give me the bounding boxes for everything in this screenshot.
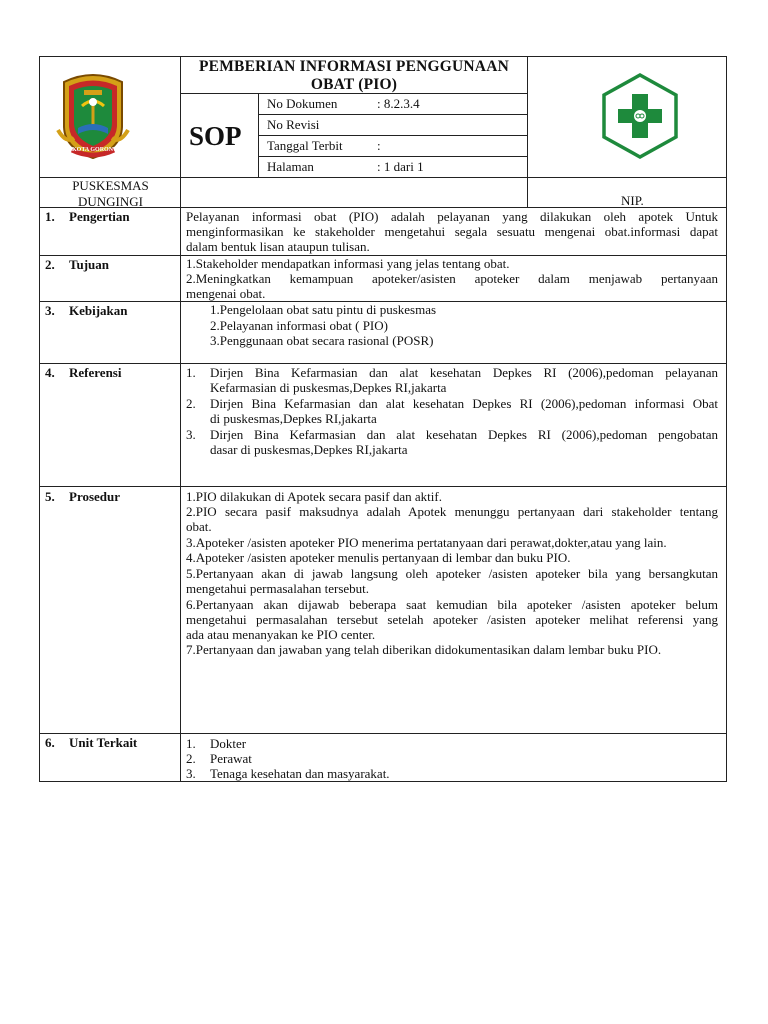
section-number: 2. — [45, 257, 55, 272]
section-number: 1. — [45, 209, 55, 224]
doc-row-label: No Revisi — [267, 117, 320, 132]
section-label: Kebijakan — [69, 303, 128, 318]
nip-label: NIP. — [621, 193, 644, 208]
section-label: Referensi — [69, 365, 122, 380]
section-line: 1.Pengelolaan obat satu pintu di puskesmas — [210, 302, 437, 317]
section-number: 4. — [45, 365, 55, 380]
section-label: Prosedur — [69, 489, 121, 504]
section-line: 5.Pertanyaan akan di jawab langsung oleh apoteker /asisten apoteker bila yang bersangkutan — [186, 566, 718, 581]
section-label: Pengertian — [69, 209, 130, 224]
section-number: 5. — [45, 489, 55, 504]
list-item-line: Tenaga kesehatan dan masyarakat. — [210, 766, 390, 781]
doc-row-value: : 8.2.3.4 — [377, 96, 420, 111]
doc-row-label: Halaman — [267, 159, 314, 174]
title-line-2: OBAT (PIO) — [310, 76, 398, 93]
section-line: 1.PIO dilakukan di Apotek secara pasif dan aktif. — [186, 489, 442, 504]
section-line: 2.Meningkatkan kemampuan apoteker/asisten apoteker dalam menjawab pertanyaan — [186, 271, 718, 286]
list-item-line: Dirjen Bina Kefarmasian dan alat kesehatan Depkes RI (2006),pedoman pengobatan — [210, 427, 718, 442]
section-line: Pelayanan informasi obat (PIO) adalah pelayanan yang dilakukan oleh apotek Untuk — [186, 209, 718, 224]
section-label: Tujuan — [69, 257, 109, 272]
section-line: mengetahui permasalahan tersebut. — [186, 581, 370, 596]
list-item-line: Dokter — [210, 736, 247, 751]
list-item-line: dasar di puskesmas,Depkes RI,jakarta — [210, 442, 408, 457]
list-item-line: Dirjen Bina Kefarmasian dan alat kesehatan Depkes RI (2006),pedoman pelayanan — [210, 365, 718, 380]
section-line: 2.PIO secara pasif maksudnya adalah Apotek menunggu pertanyaan dari stakeholder tentang — [186, 504, 718, 519]
doc-row-label: No Dokumen — [267, 96, 338, 111]
section-line: mengetahui permasalahan tersebut setelah apoteker /asisten apoteker melihat referensi yang — [186, 612, 718, 627]
org-line-2: DUNGINGI — [78, 193, 143, 209]
list-item-line: Dirjen Bina Kefarmasian dan alat kesehatan Depkes RI (2006),pedoman informasi Obat — [210, 396, 718, 411]
list-item-line: di puskesmas,Depkes RI,jakarta — [210, 411, 377, 426]
section-line: 3.Penggunaan obat secara rasional (POSR) — [210, 333, 434, 348]
doc-row-value: : — [377, 138, 381, 153]
section-line: mengenai obat. — [186, 286, 266, 301]
section-line: ada atau menanyakan ke PIO center. — [186, 627, 376, 642]
section-line: menginformasikan ke stakeholder mengetahui segala sesuatu mengenai obat.informasi dapat — [186, 224, 718, 239]
list-item-number: 2. — [186, 396, 196, 411]
section-line: 1.Stakeholder mendapatkan informasi yang jelas tentang obat. — [186, 256, 510, 271]
section-line: 6.Pertanyaan akan dijawab beberapa saat kemudian bila apoteker /asisten apoteker belum — [186, 597, 718, 612]
section-line: 2.Pelayanan informasi obat ( PIO) — [210, 318, 388, 333]
section-line: 7.Pertanyaan dan jawaban yang telah diberikan didokumentasikan dalam lembar buku PIO. — [186, 642, 662, 657]
doc-row-value: : 1 dari 1 — [377, 159, 424, 174]
title-line-1: PEMBERIAN INFORMASI PENGGUNAAN — [199, 58, 509, 75]
list-item-number: 2. — [186, 751, 196, 766]
document-title — [181, 58, 527, 94]
section-number: 6. — [45, 735, 55, 750]
doc-row-label: Tanggal Terbit — [267, 138, 343, 153]
section-line: 4.Apoteker /asisten apoteker menulis pertanyaan di lembar dan buku PIO. — [186, 550, 571, 565]
crest-banner-text: KOTA GORONTALO — [72, 147, 130, 153]
section-line: dalam bentuk lisan ataupun tulisan. — [186, 239, 370, 254]
puskesmas-cross-logo — [599, 72, 681, 160]
list-item-number: 1. — [186, 365, 196, 380]
list-item-line: Kefarmasian di puskesmas,Depkes RI,jakarta — [210, 380, 447, 395]
org-line-1: PUSKESMAS — [72, 178, 149, 193]
organization-name — [41, 178, 180, 209]
section-line: obat. — [186, 519, 212, 534]
section-label: Unit Terkait — [69, 735, 138, 750]
list-item-number: 3. — [186, 427, 196, 442]
section-number: 3. — [45, 303, 55, 318]
list-item-number: 3. — [186, 766, 196, 781]
list-item-line: Perawat — [210, 751, 252, 766]
section-line: 3.Apoteker /asisten apoteker PIO menerima pertatanyaan dari perawat,dokter,atau yang lain. — [186, 535, 667, 550]
list-item-number: 1. — [186, 736, 196, 751]
sop-label: SOP — [189, 121, 242, 151]
